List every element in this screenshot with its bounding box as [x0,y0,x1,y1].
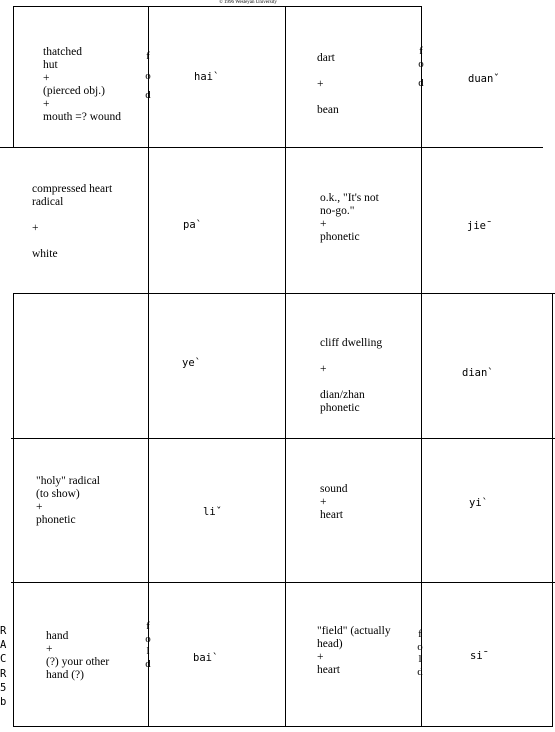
row-divider [11,438,555,439]
cell-pinyin: liˇ [203,506,222,518]
cell-description: "field" (actually head) + heart [317,625,391,676]
fold-letter: d [145,89,151,101]
cell-description: compressed heart radical + white [32,183,113,260]
copyright-notice: © 1996 Wesleyan University [219,0,277,5]
cell-description: thatched hut + (pierced obj.) + mouth =? wound [43,46,122,123]
fold-label [143,50,153,102]
fold-label [415,628,425,678]
fold-letter: o [145,69,151,82]
cell-description: sound + heart [320,483,348,521]
fold-label [416,45,426,90]
fold-letter: f [419,45,423,57]
column-divider [13,293,14,727]
row-divider [13,726,553,727]
side-letter: b [0,696,7,709]
fold-letter: d [417,665,423,678]
fold-letter: o [418,57,424,70]
cell-pinyin: duanˇ [468,73,500,85]
cell-description: o.k., "It's not no-go." + phonetic [320,192,379,243]
fold-letter: f [418,628,422,640]
fold-dot [421,72,422,75]
row-divider [13,293,555,294]
cell-pinyin: bai` [193,652,219,664]
side-letter: R [0,625,7,637]
column-divider [148,6,149,727]
side-letter: C [0,653,7,666]
row-divider [13,6,421,7]
side-letter: A [0,639,7,652]
cell-description: "holy" radical (to show) + phonetic [36,475,100,526]
side-letter: R [0,667,7,680]
cell-description: hand + (?) your other hand (?) [46,630,110,681]
side-label [0,624,6,709]
fold-letter: d [418,77,424,89]
cell-pinyin: si¯ [470,650,489,662]
row-divider [11,582,555,583]
fold-label [143,620,153,670]
cell-pinyin: hai` [194,71,220,83]
cell-pinyin: yi` [469,497,488,509]
fold-letter: o [417,640,423,653]
fold-dot [148,84,149,87]
cell-pinyin: jie¯ [467,220,493,232]
cell-pinyin: pa` [183,219,202,231]
column-divider [421,6,422,727]
cell-pinyin: ye` [182,357,201,369]
fold-letter: f [146,50,150,62]
fold-dot [148,65,149,68]
column-divider [285,6,286,727]
column-divider [552,293,553,727]
cell-description: dart + bean [317,52,339,116]
column-divider [13,6,14,147]
row-divider [0,147,543,148]
cell-pinyin: dian` [462,367,494,379]
cell-description: cliff dwelling + dian/zhan phonetic [320,337,383,414]
fold-letter: l [146,645,150,657]
fold-letter: o [145,632,151,645]
fold-letter: f [146,620,150,632]
fold-letter: d [145,657,151,670]
fold-letter: l [418,653,422,665]
side-letter: 5 [0,681,7,694]
